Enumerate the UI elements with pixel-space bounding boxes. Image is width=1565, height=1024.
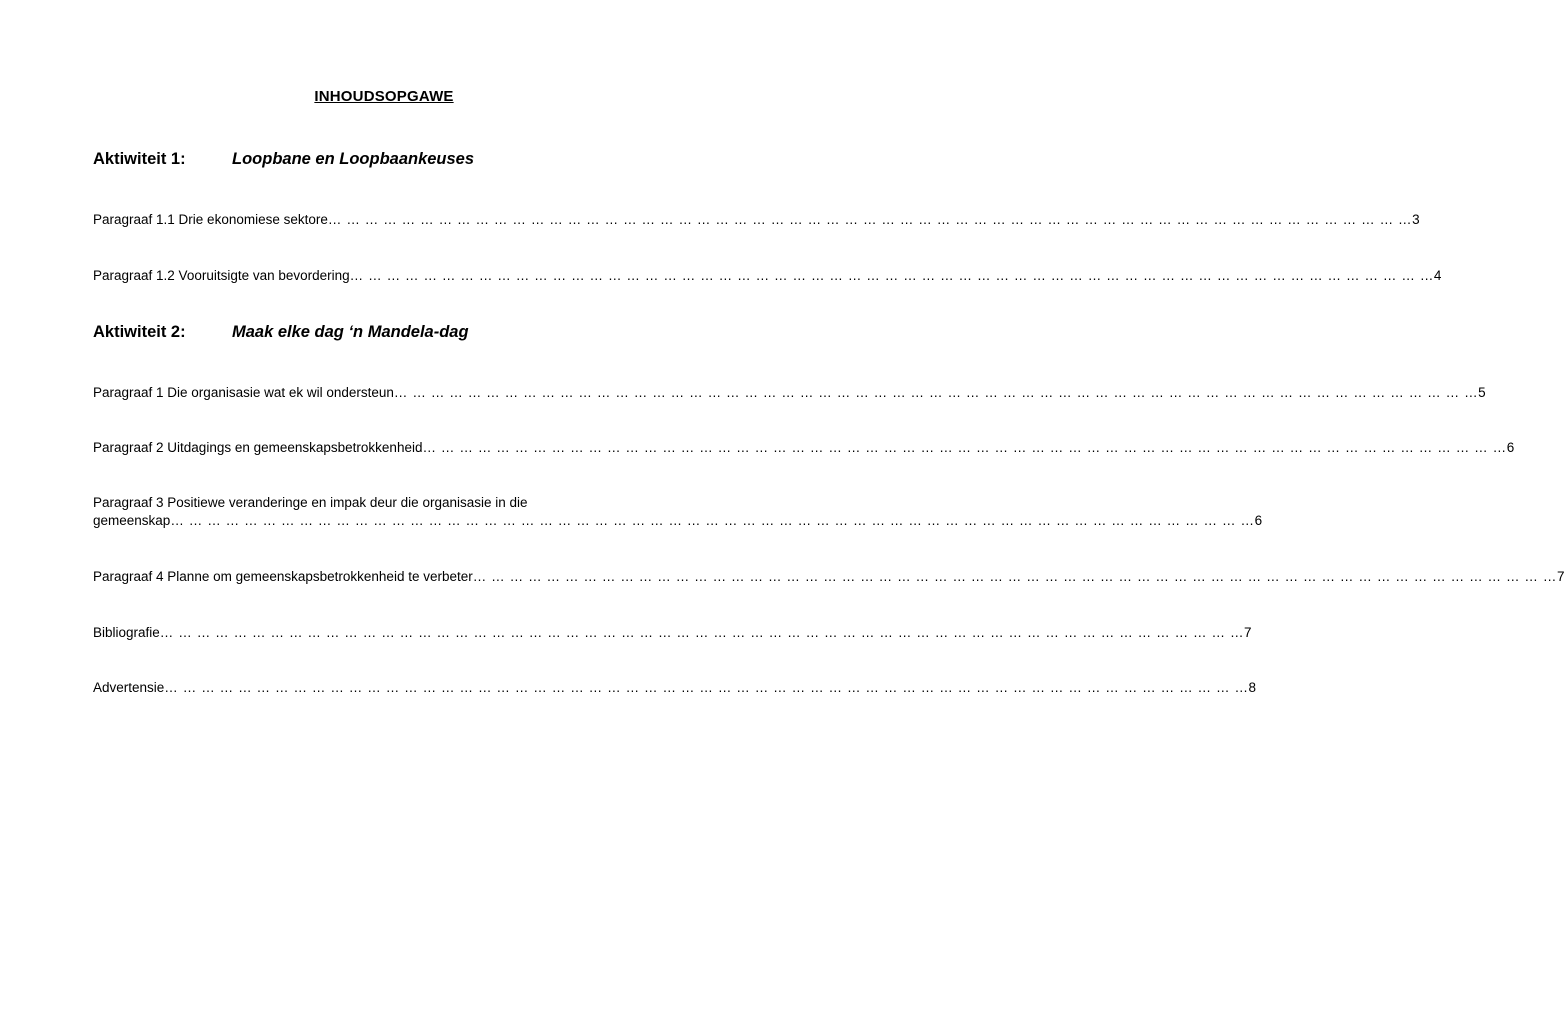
toc-leader: … … … … … … … … … … … … … … … … … … … … … … … … … … … … … … … … … … … … … … … … … … … … … … … … … … … … … … … … … … …	[159, 625, 1245, 640]
activity-name: Loopbane en Loopbaankeuses	[232, 150, 475, 168]
activity-heading-1	[93, 150, 693, 169]
toc-entry-label: gemeenskap	[93, 513, 171, 528]
toc-page-number: 6	[1506, 440, 1515, 455]
toc-page-number: 4	[1433, 268, 1442, 283]
toc-entry-advertisement	[93, 679, 1257, 697]
toc-entry-label: Paragraaf 1.1 Drie ekonomiese sektore	[93, 212, 328, 227]
page-title: INHOUDSOPGAWE	[314, 88, 454, 105]
toc-page-number: 5	[1478, 385, 1486, 400]
toc-leader: … … … … … … … … … … … … … … … … … … … … … … … … … … … … … … … … … … … … … … … … … … … … … … … … … … … … … … … … … … …	[472, 569, 1557, 584]
toc-entry-1-2	[93, 267, 1442, 285]
toc-entry-label: Advertensie	[93, 680, 165, 695]
toc-entry-label: Paragraaf 2 Uitdagings en gemeenskapsbetrokkenheid	[93, 440, 423, 455]
toc-page-number: 3	[1412, 212, 1420, 227]
toc-entry-label: Paragraaf 4 Planne om gemeenskapsbetrokkenheid te verbeter	[93, 569, 473, 584]
toc-entry-label: Paragraaf 1.2 Vooruitsigte van bevordering	[93, 268, 350, 283]
toc-entry-label: Paragraaf 1 Die organisasie wat ek wil ondersteun	[93, 385, 394, 400]
toc-entry-2-3	[93, 494, 1263, 530]
toc-leader: … … … … … … … … … … … … … … … … … … … … … … … … … … … … … … … … … … … … … … … … … … … … … … … … … … … … … … … … … … …	[349, 268, 1434, 283]
toc-entry-bibliography	[93, 624, 1252, 642]
toc-leader: … … … … … … … … … … … … … … … … … … … … … … … … … … … … … … … … … … … … … … … … … … … … … … … … … … … … … … … … … … …	[164, 680, 1249, 695]
toc-entry-2-2	[93, 439, 1515, 457]
toc-leader: … … … … … … … … … … … … … … … … … … … … … … … … … … … … … … … … … … … … … … … … … … … … … … … … … … … … … … … … … … …	[327, 212, 1413, 227]
toc-entry-2-1	[93, 384, 1486, 402]
activity-number: Aktiwiteit 2:	[93, 323, 186, 341]
toc-page-number: 8	[1248, 680, 1257, 695]
toc-entry-1-1	[93, 211, 1420, 229]
toc-page-number: 6	[1254, 513, 1263, 528]
toc-leader: … … … … … … … … … … … … … … … … … … … … … … … … … … … … … … … … … … … … … … … … … … … … … … … … … … … … … … … … … … …	[170, 513, 1255, 528]
toc-page-number: 7	[1244, 625, 1252, 640]
toc-entry-label: Bibliografie	[93, 625, 160, 640]
activity-number: Aktiwiteit 1:	[93, 150, 186, 168]
toc-leader: … … … … … … … … … … … … … … … … … … … … … … … … … … … … … … … … … … … … … … … … … … … … … … … … … … … … … … … … … … …	[393, 385, 1479, 400]
toc-leader: … … … … … … … … … … … … … … … … … … … … … … … … … … … … … … … … … … … … … … … … … … … … … … … … … … … … … … … … … … …	[422, 440, 1507, 455]
toc-page-number: 7	[1556, 569, 1565, 584]
activity-heading-2	[93, 323, 693, 342]
toc-entry-2-4	[93, 568, 1565, 586]
toc-entry-label-line1: Paragraaf 3 Positiewe veranderinge en impak deur die organisasie in die	[93, 495, 528, 510]
activity-name: Maak elke dag ‘n Mandela-dag	[232, 323, 469, 341]
